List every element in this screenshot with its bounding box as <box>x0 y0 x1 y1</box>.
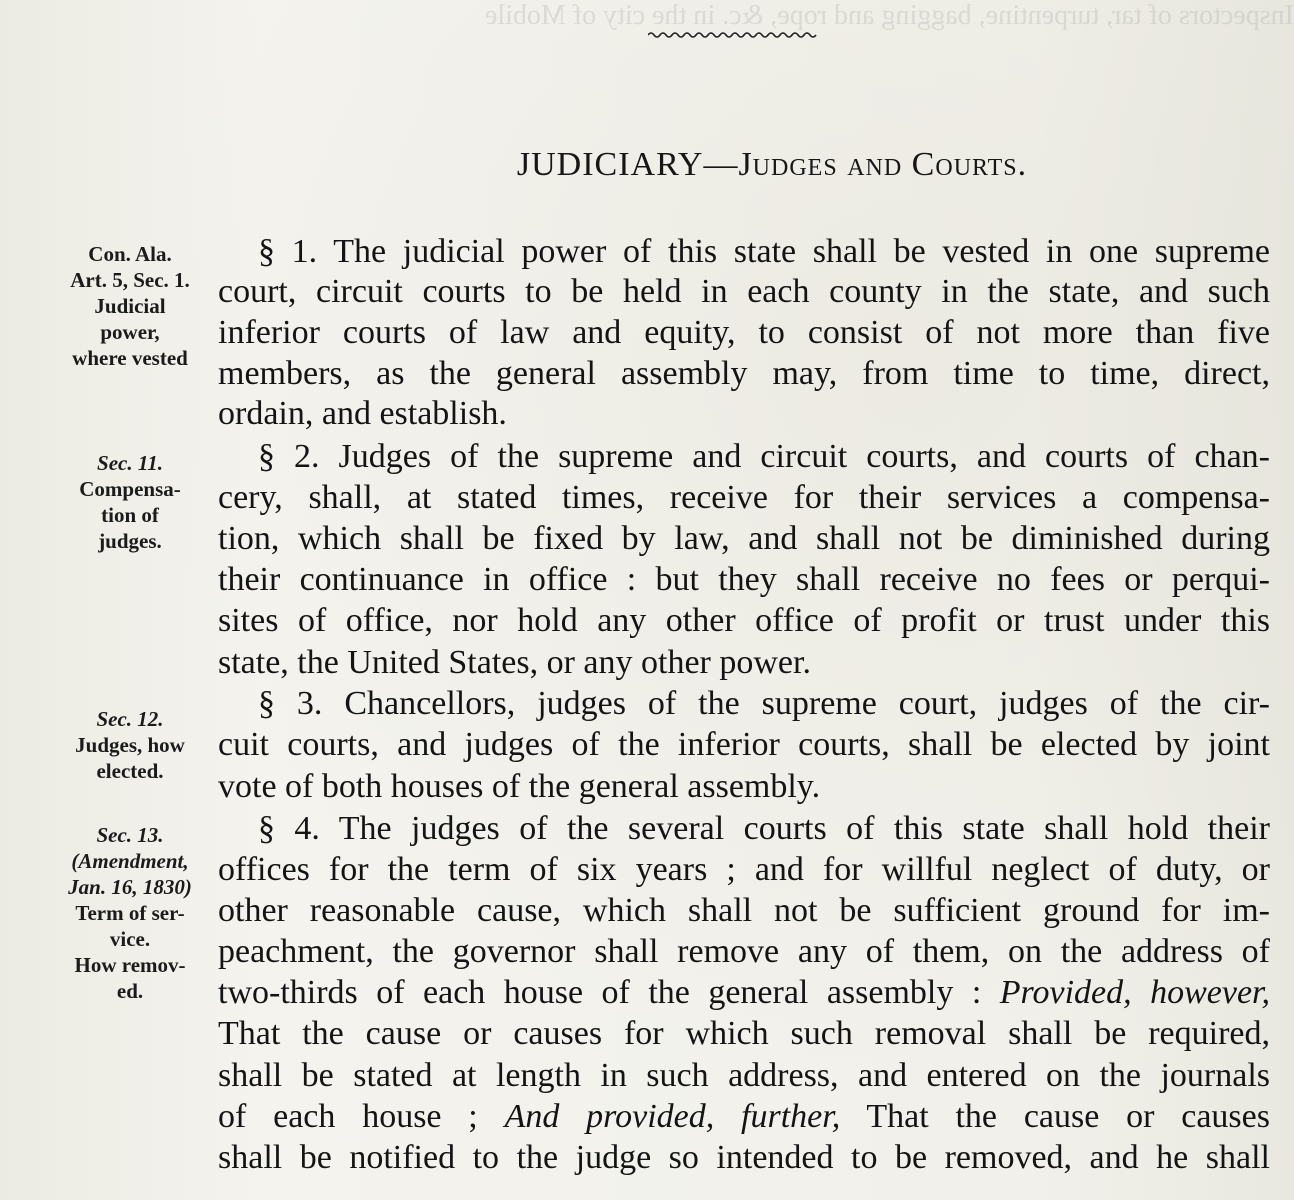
margin-note-line: judges. <box>98 529 162 553</box>
margin-note-line: Jan. 16, 1830) <box>68 875 192 899</box>
section-3-line: § 3. Chancellors, judges of the supreme court, judges of the cir- <box>258 685 1270 722</box>
section-1-line: inferior courts of law and equity, to consist of not more than five <box>218 314 1270 351</box>
section-4-text: two-thirds of each house of the general assembly : <box>218 974 1000 1011</box>
section-4-line: That the cause or causes for which such removal shall be required, <box>218 1015 1270 1052</box>
margin-note-line: Con. Ala. <box>88 242 172 266</box>
decorative-rule-icon <box>648 28 818 42</box>
margin-note-line: vice. <box>109 927 151 951</box>
margin-note-line: where vested <box>72 346 188 370</box>
margin-note-line: elected. <box>96 759 164 783</box>
section-1-line: court, circuit courts to be held in each county in the state, and such <box>218 273 1270 310</box>
margin-note-line: How remov- <box>74 953 186 977</box>
section-2-line: cery, shall, at stated times, receive for their services a compensa- <box>218 479 1270 516</box>
heading-dash: — <box>703 146 739 183</box>
section-4-text: of each house ; <box>218 1098 505 1135</box>
section-1-line: ordain, and establish. <box>218 395 507 432</box>
section-4-line: shall be stated at length in such address, and entered on the journals <box>218 1057 1270 1094</box>
section-2-line: sites of office, nor hold any other office of profit or trust under this <box>218 602 1270 639</box>
section-2-line: state, the United States, or any other power. <box>218 644 811 681</box>
section-4-line: shall be notified to the judge so intended to be removed, and he shall <box>218 1139 1270 1176</box>
margin-note-4 <box>50 822 210 1004</box>
margin-note-line: Art. 5, Sec. 1. <box>70 268 190 292</box>
section-3-line: vote of both houses of the general assembly. <box>218 768 821 805</box>
margin-note-line: Sec. 13. <box>96 823 164 847</box>
section-1-line: § 1. The judicial power of this state shall be vested in one supreme <box>258 233 1270 270</box>
section-2-line: § 2. Judges of the supreme and circuit courts, and courts of chan- <box>258 438 1270 475</box>
section-1-line: members, as the general assembly may, from time to time, direct, <box>218 355 1270 392</box>
section-4-line-with-proviso <box>218 1097 1270 1137</box>
margin-note-line: ed. <box>116 979 144 1003</box>
section-4-line: peachment, the governor shall remove any of them, on the address of <box>218 933 1270 970</box>
margin-note-3 <box>50 706 210 784</box>
bleed-through-text: Inspectors of tar, turpentine, bagging and rope, &c. in the city of Mobile <box>484 0 1294 31</box>
proviso-italic: And provided, further, <box>504 1098 841 1135</box>
margin-note-line: tion of <box>101 503 159 527</box>
section-4-line: other reasonable cause, which shall not be sufficient ground for im- <box>218 892 1270 929</box>
section-2-line: tion, which shall be fixed by law, and shall not be diminished during <box>218 520 1270 557</box>
proviso-italic: Provided, however, <box>999 974 1270 1011</box>
section-4-line-with-proviso <box>218 973 1270 1013</box>
margin-note-line: power, <box>100 320 160 344</box>
margin-note-line: Term of ser- <box>75 901 185 925</box>
margin-note-line: Sec. 11. <box>97 451 163 475</box>
section-4-line: offices for the term of six years ; and for willful neglect of duty, or <box>218 851 1270 888</box>
margin-note-line: (Amendment, <box>71 849 189 873</box>
section-2-line: their continuance in office : but they shall receive no fees or perqui- <box>218 561 1270 598</box>
margin-note-line: Sec. 12. <box>96 707 164 731</box>
margin-note-line: Judges, how <box>75 733 185 757</box>
margin-note-line: Compensa- <box>79 477 181 501</box>
page-heading <box>0 146 1294 184</box>
margin-note-1 <box>50 241 210 371</box>
section-3-line: cuit courts, and judges of the inferior courts, shall be elected by joint <box>218 726 1270 763</box>
heading-main: JUDICIARY <box>516 146 704 183</box>
margin-note-line: Judicial <box>94 294 166 318</box>
section-4-text: That the cause or causes <box>840 1098 1270 1135</box>
heading-sub: Judges and Courts. <box>738 146 1028 183</box>
margin-note-2 <box>50 450 210 554</box>
section-4-line: § 4. The judges of the several courts of this state shall hold their <box>258 810 1270 847</box>
